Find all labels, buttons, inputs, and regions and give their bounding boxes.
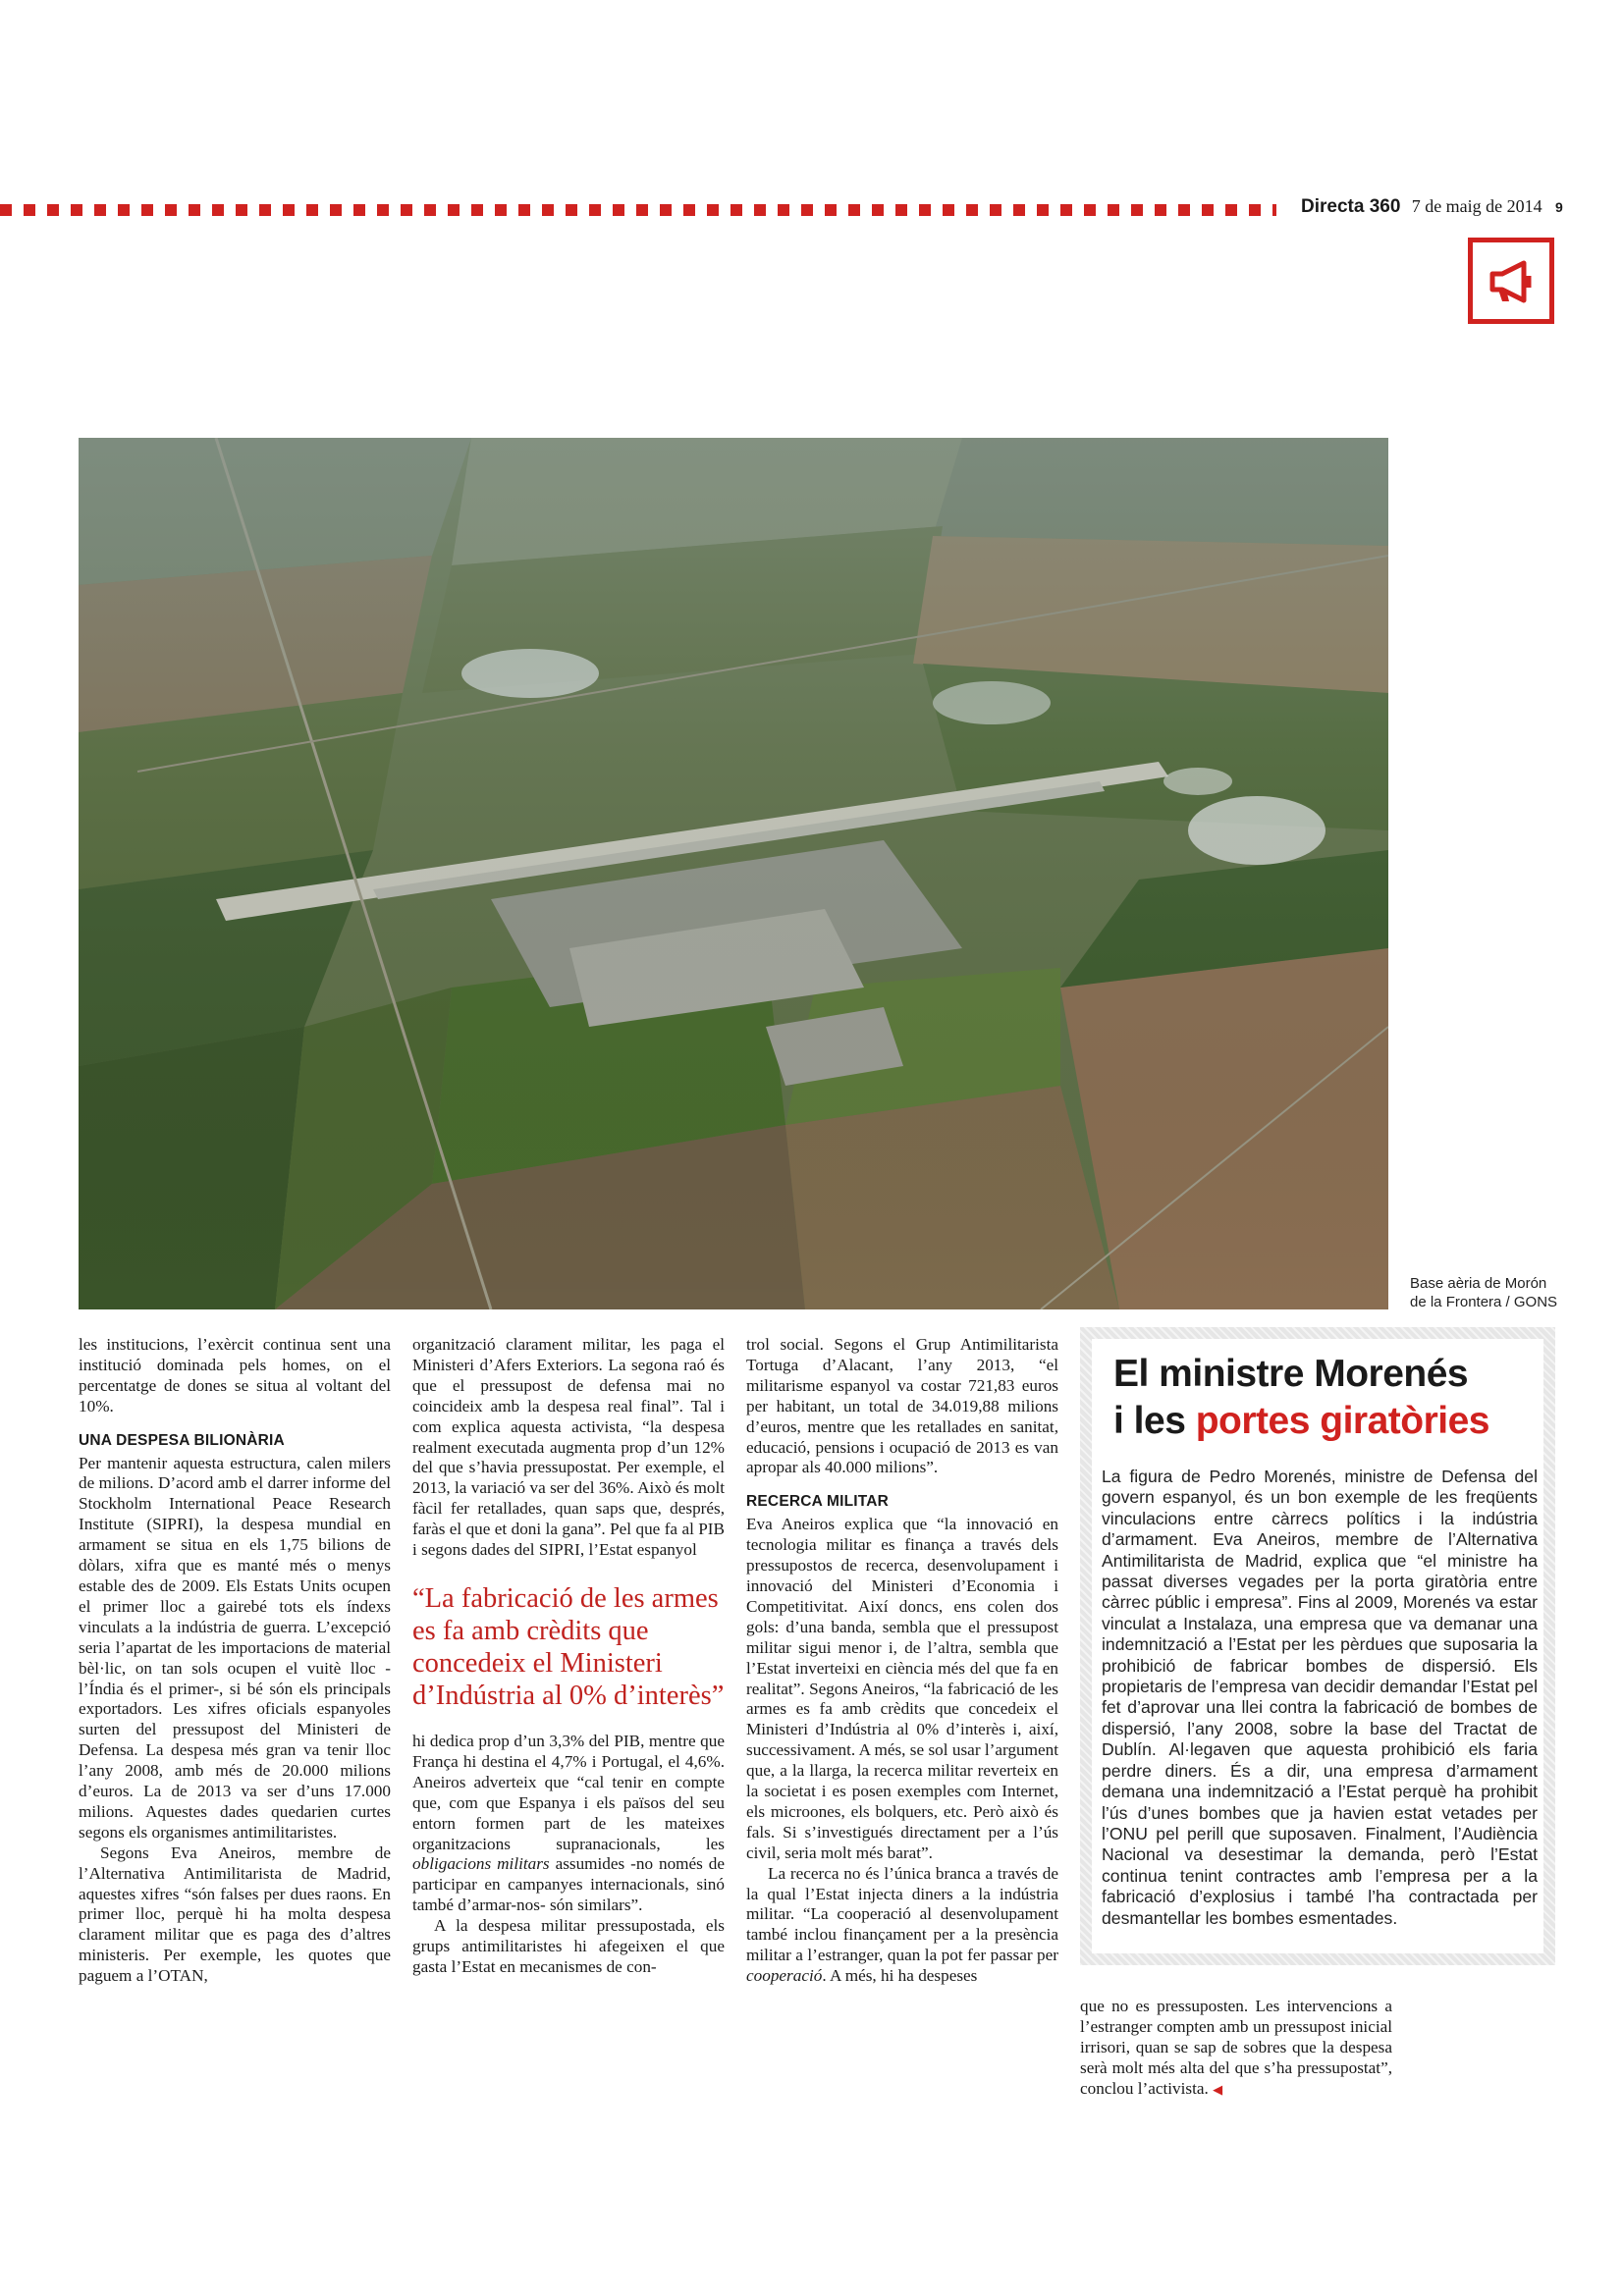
sidebar-box [1080, 1327, 1555, 1965]
article-column-2 [412, 1335, 725, 1978]
megaphone-icon [1488, 260, 1536, 303]
publication-name: Directa 360 [1301, 196, 1401, 217]
text-run: La recerca no és l’única branca a través de la qual l’Estat injecta diners a la indústria militar. “La cooperació al desenvolupament també inclou finançament per a la presència militar a l’estranger, quan la pot fer passar per [746, 1863, 1058, 1965]
article-column-3 [746, 1335, 1058, 1987]
aerial-photo-airbase [79, 438, 1388, 1309]
paragraph: A la despesa militar pressupostada, els grups antimilitaristes hi afegeixen el que gasta l’Estat en mecanismes de con- [412, 1916, 725, 1976]
article-column-4 [1080, 1997, 1392, 2101]
sidebar-title-highlight: portes giratòries [1195, 1400, 1489, 1442]
photo-caption [1410, 1274, 1606, 1311]
paragraph: organització clarament militar, les paga el Ministeri d’Afers Exteriors. La segona raó és que el pressupost de defensa mai no coincideix amb la despesa real final”. Tal i com explica aquesta activista, “la despesa realment executada augmenta prop d’un 12% del que s’havia pressupostat. Per exemple, el 2013, la variació va ser del 36%. Això és molt fàcil fer retallades, quan saps que, després, faràs el que et doni la gana”. Pel que fa al PIB i segons dades del SIPRI, l’Estat espanyol [412, 1335, 725, 1560]
sidebar-title-prefix: i les [1113, 1400, 1196, 1442]
section-icon-box [1468, 238, 1554, 324]
caption-line: Base aèria de Morón [1410, 1275, 1547, 1292]
pull-quote: “La fabricació de les armes es fa amb crèdits que concedeix el Ministeri d’Indústria al 0% d’interès” [412, 1582, 725, 1711]
paragraph: Eva Aneiros explica que “la innovació en tecnologia militar es finança a través dels pressupostos de recerca, desenvolupament i innovació del Ministeri d’Economia i Competitivitat. Així doncs, ens colen dos gols: d’una banda, sembla que el pressupost militar sigui menor i, de l’altra, sembla que l’Estat inverteixi en ciència més del que fa en realitat”. Segons Aneiros, “la fabricació de les armes es fa amb crèdits que concedeix el Ministeri d’Indústria al 0% d’interès i, així, successivament. A més, se sol usar l’argument que, a la llarga, la recerca militar reverteix en la societat i es posen exemples com Internet, els microones, els bolquers, etc. Però això és fals. Si s’investigués directament per a l’ús civil, seria molt més barat”. [746, 1515, 1058, 1862]
text-run: que no es pressuposten. Les intervencions a l’estranger compten amb un pressupost inicial irrisori, quan se sap de sobres que la despesa serà molt més alta del que s’ha pressupostat”, conclou l’activista. [1080, 1997, 1392, 2098]
subheading: UNA DESPESA BILIONÀRIA [79, 1431, 285, 1449]
text-run: assumides -no només de participar en campanyes internacionals, sinó també d’armar-nos- són similars”. [412, 1854, 725, 1915]
italic-term: obligacions militars [412, 1854, 550, 1874]
page-folio [1301, 196, 1596, 218]
paragraph: les institucions, l’exèrcit continua sent una institució dominada pels homes, on el percentatge de dones se situa al voltant del 10%. [79, 1335, 391, 1415]
paragraph: trol social. Segons el Grup Antimilitarista Tortuga d’Alacant, l’any 2013, “el militarisme espanyol va costar 721,83 euros per habitant, un total de 34.019,88 milions d’euros, mentre que les retallades en sanitat, educació, pensions i ocupació de 2013 es van apropar als 40.000 milions”. [746, 1335, 1058, 1477]
sidebar-title [1113, 1351, 1489, 1445]
header-dashed-rule [0, 204, 1276, 216]
subheading: RECERCA MILITAR [746, 1493, 890, 1511]
caption-credit-line: de la Frontera / GONS [1410, 1294, 1558, 1310]
issue-date: 7 de maig de 2014 [1411, 196, 1542, 216]
paragraph [412, 1732, 725, 1916]
text-run: hi dedica prop d’un 3,3% del PIB, mentre que França hi destina el 4,7% i Portugal, el 4,6%. Aneiros adverteix que “cal tenir en compte que, com que Espanya i els països del seu entorn formen part de les mateixes organitzacions supranacionals, les [412, 1731, 725, 1853]
paragraph: Segons Eva Aneiros, membre de l’Alternativa Antimilitarista de Madrid, aquestes xifres “són falses per dues raons. En primer lloc, perquè hi ha molta despesa clarament militar que es paga des d’altres ministeris. Per exemple, les quotes que paguem a l’OTAN, [79, 1842, 391, 1986]
sidebar-content [1092, 1339, 1543, 1953]
paragraph: Per mantenir aquesta estructura, calen milers de milions. D’acord amb el darrer informe del Stockholm International Peace Research Institute (SIPRI), la despesa mundial en armament se situa en els 1,75 bilions de dòlars, xifra que es manté més o menys estable des de 2009. Els Estats Units ocupen el primer lloc a gairebé tots els índexs vinculats a la indústria de guerra. L’excepció seria l’apartat de les importacions de material bèl·lic, on tan sols ocupen el vuitè lloc -l’Índia és el primer-, si bé són els principals exportadors. Les xifres oficials espanyoles surten del pressupost del Ministeri de Defensa. La despesa més gran va tenir lloc l’any 2008, amb més de 20.000 milions d’euros. La de 2013 va ser d’uns 17.000 milions. Aquestes dades quedarien curtes segons els organismes antimilitaristes. [79, 1453, 391, 1842]
sidebar-body-text: La figura de Pedro Morenés, ministre de Defensa del govern espanyol, és un bon exemple de les freqüents vinculacions entre càrrecs polítics i la indústria d’armament. Eva Aneiros, membre de l’Alternativa Antimilitarista de Madrid, explica que “el ministre ha passat diverses vegades per la porta giratòria entre càrrec públic i empresa”. Fins al 2009, Morenés va estar vinculat a Instalaza, una empresa que va demanar una indemnització a l’Estat per les pèrdues que suposaria la prohibició de fabricar bombes de dispersió. Els propietaris de l’empresa van decidir demandar l’Estat pel fet d’aprovar una llei contra la fabricació de bombes de dispersió, l’any 2008, sobre la base del Tractat de Dublín. Al·legaven que aquesta prohibició els faria perdre diners. És a dir, una empresa d’armament demana una indemnització a l’Estat perquè ha prohibit l’ús d’unes bombes que ja havien estat vetades per l’ONU pel perill que suposaven. Finalment, l’Audiència Nacional va desestimar la demanda, però l’Estat continua tenint contractes amb l’empresa per a la fabricació d’explosius i també l’ha contractada per desmantellar les bombes esmentades. [1102, 1467, 1538, 1928]
text-run: . A més, hi ha despeses [822, 1966, 978, 1986]
sidebar-title-line1: El ministre Morenés [1113, 1353, 1469, 1395]
paragraph [746, 1864, 1058, 1987]
article-column-1 [79, 1335, 391, 1987]
end-of-article-icon: ◀ [1213, 2081, 1223, 2097]
italic-term: cooperació [746, 1966, 823, 1986]
page-number: 9 [1554, 199, 1563, 215]
paragraph [1080, 1997, 1392, 2101]
